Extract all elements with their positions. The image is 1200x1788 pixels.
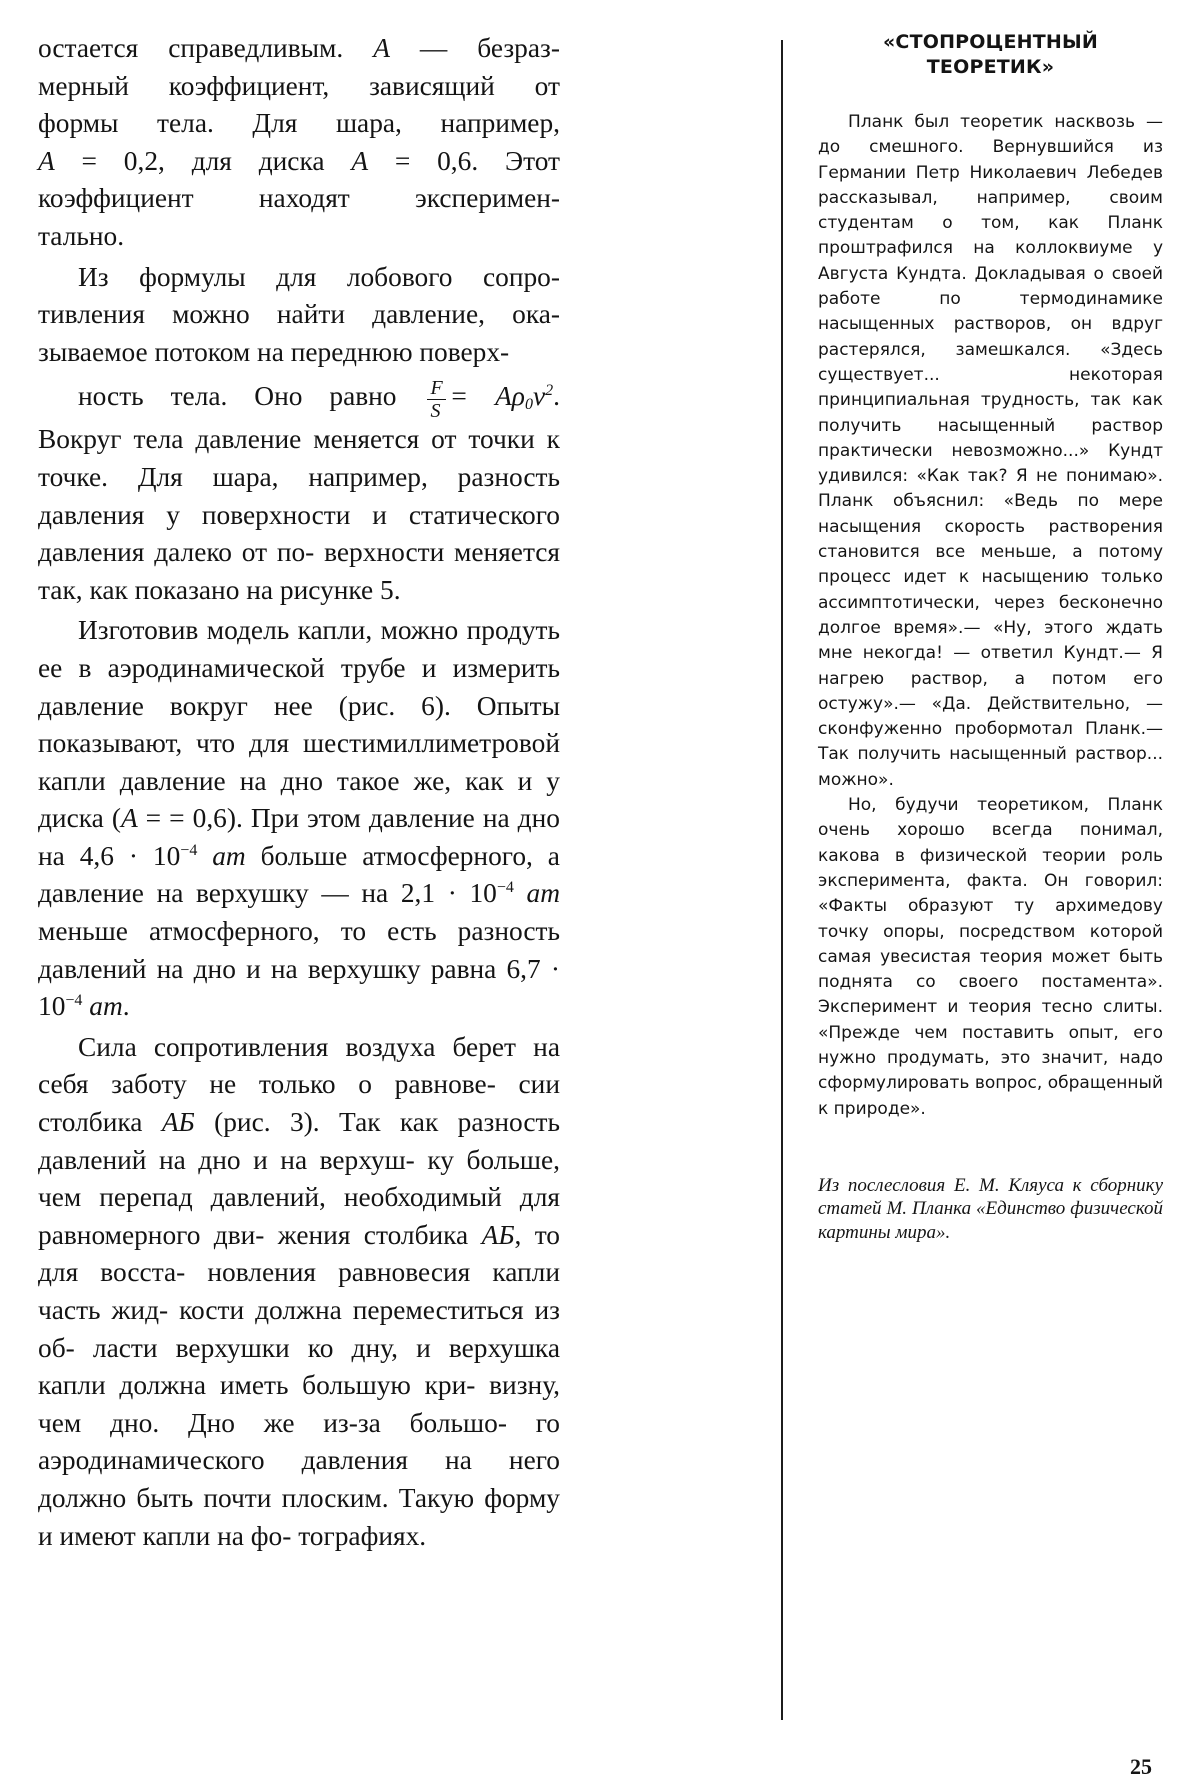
text-line: остается справедливым. A — безраз-	[38, 33, 560, 63]
paragraph-drop-experiment: Изготовив модель капли, можно продуть ее в аэродинамической трубе и измерить давление вокруг нее (рис. 6). Опыты показывают, что для шестимиллиметровой капли давление на дно такое же, как и у диска (A = = 0,6). При этом давление на дно на $4,6 \cdot 10^{-4}$ ат больше атмосферного, а давление на верхушку — на $2,1 \cdot 10^{-4}$ ат меньше атмосферного, то есть разность давлений на дно и на верхушку равна $6,7 \cdot 10^{-4}$ ат.	[38, 615, 561, 1022]
text-line: A = 0,2, для диска A = 0,6. Этот	[38, 145, 560, 176]
paragraph-drag-formula: Из формулы для лобового сопро- тивления можно найти давление, ока- зываемое потоком на переднюю поверх- ность тела. Оно равно $\frac{F}{S}$ = $A\rho_0v^2$. Вокруг тела давление меняется от точки к точке. Для шара, например, разность давления у поверхности и статического давления далеко от по- верхности меняется так, как показано на рисунке 5.	[38, 261, 560, 605]
pressure-formula-line: ность тела. Оно равно $\frac{F}{S}$ = $A\rho_0v^2$.	[78, 376, 560, 422]
text-line: тально.	[38, 220, 125, 251]
sidebar-paragraph-anecdote: Планк был теоретик насквозь — до смешного. Вернувшийся из Германии Петр Николаевич Лебедев рассказывал, например, своим студентам о том, как Планк проштрафился на коллоквиуме у Августа Кундта. Докладывая о своей работе по термодинамике насыщенных растворов, он вдруг растерялся, замешкался. «Здесь существует... некоторая принципиальная трудность, так как получить насыщенный раствор практически невозможно...» Кундт удивился: «Как так? Я не понимаю». Планк объяснил: «Ведь по мере насыщения скорость растворения становится все меньше, а потому процесс идет к насыщению только ассимптотически, через бесконечно долгое время».— «Ну, этого ждать мне некогда! — ответил Кундт.— Я нагрею раствор, а потом его остужу».— «Да. Действительно, — сконфуженно пробормотал Планк.— Так получить насыщенный раствор... можно».	[818, 112, 1163, 790]
main-text-column	[38, 30, 560, 1555]
sidebar-title: «СТОПРОЦЕНТНЫЙ ТЕОРЕТИК»	[882, 31, 1099, 78]
sidebar-paragraph-facts: Но, будучи теоретиком, Планк очень хорошо всегда понимал, какова в физической теории роль эксперимента, факта. Он говорил: «Факты образуют ту архимедову точку опоры, посредством которой самая увесистая теория может быть поднята со своего постамента». Эксперимент и теория тесно слиты. «Прежде чем поставить опыт, его нужно продумать, это значит, надо сформулировать вопрос, обращенный к природе».	[818, 795, 1163, 1119]
sidebar-body	[818, 110, 1163, 1122]
source-note: Из послесловия Е. М. Кляуса к сборнику статей М. Планка «Единство физической картины мира».	[818, 1174, 1163, 1243]
text-line: коэффициент находят эксперимен-	[38, 183, 560, 214]
sidebar-column	[818, 30, 1163, 1263]
paragraph-air-resistance: Сила сопротивления воздуха берет на себя заботу не только о равнове- сии столбика АБ (рис. 3). Так как разность давлений на дно и на верхуш- ку больше, чем перепад давлений, необходимый для равномерного дви- жения столбика АБ, то для восста- новления равновесия капли часть жид- кости должна переместиться из об- ласти верхушки ко дну, и верхушка капли должна иметь большую кри- визну, чем дно. Дно же из-за большо- го аэродинамического давления на него должно быть почти плоским. Такую форму и имеют капли на фо- тографиях.	[38, 1031, 561, 1551]
page-number: 25	[1130, 1754, 1152, 1779]
column-divider	[781, 40, 783, 1720]
text-line: формы тела. Для шара, например,	[38, 108, 560, 139]
text-line: мерный коэффициент, зависящий от	[38, 70, 560, 101]
paragraph-form-coefficient	[38, 30, 560, 256]
pressure-fraction: $\frac{F}{S}$	[427, 377, 445, 422]
